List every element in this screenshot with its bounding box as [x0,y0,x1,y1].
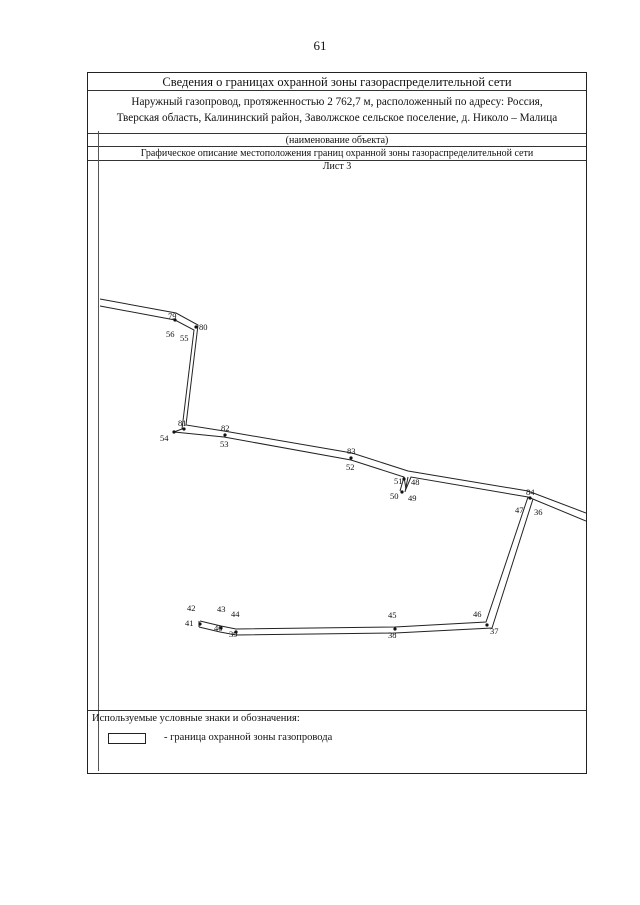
vertex-marker [198,622,201,625]
point-label: 48 [411,477,420,487]
point-label: 81 [178,418,187,428]
sheet-label: Лист 3 [322,161,352,172]
point-label: 37 [490,626,499,636]
vertex-markers [172,318,531,633]
vertex-marker [223,433,226,436]
point-label: 55 [180,333,189,343]
point-label: 36 [534,507,543,517]
point-label: 45 [388,610,397,620]
document-title: Сведения о границах охранной зоны газораспределительной сети [88,73,586,91]
point-label: 46 [473,609,482,619]
point-label: 84 [526,487,535,497]
point-labels [160,311,543,640]
point-label: 80 [199,322,208,332]
graphic-caption: Графическое описание местоположения границ охранной зоны газораспределительной сети [88,147,586,161]
point-label: 44 [231,609,240,619]
vertex-marker [400,490,403,493]
point-label: 82 [221,423,230,433]
object-description [88,91,586,131]
point-label: 79 [168,311,177,321]
vertex-marker [402,477,405,480]
point-label: 52 [346,462,355,472]
point-label: 50 [390,491,399,501]
point-label: 56 [166,329,175,339]
point-label: 38 [388,630,397,640]
legend-boundary-symbol [108,733,146,744]
point-label: 53 [220,439,229,449]
legend-title: Используемые условные знаки и обозначения: [92,713,300,724]
object-caption: (наименование объекта) [88,133,586,147]
point-label: 39 [229,629,238,639]
vertex-marker [194,325,197,328]
point-label: 47 [515,505,524,515]
map-area [88,173,586,713]
object-line-1: Наружный газопровод, протяженностью 2 762,7 м, расположенный по адресу: Россия, [131,96,543,108]
point-label: 43 [217,604,226,614]
page-number: 61 [313,38,327,53]
point-label: 42 [187,603,196,613]
point-label: 51 [394,476,403,486]
pipeline-map [88,173,586,713]
legend-divider [88,710,586,711]
vertex-marker [349,456,352,459]
protection-zone-boundary [100,299,586,635]
vertex-marker [172,430,175,433]
legend-item-text: - граница охранной зоны газопровода [164,732,333,743]
vertex-marker [485,623,488,626]
point-label: 40 [214,623,223,633]
point-label: 83 [347,446,356,456]
boundary-segment [199,499,533,635]
point-label: 54 [160,433,169,443]
document-frame [87,72,587,774]
point-label: 41 [185,618,194,628]
point-label: 49 [408,493,417,503]
object-line-2: Тверская область, Калининский район, Заволжское сельское поселение, д. Николо – Малица [116,112,558,124]
